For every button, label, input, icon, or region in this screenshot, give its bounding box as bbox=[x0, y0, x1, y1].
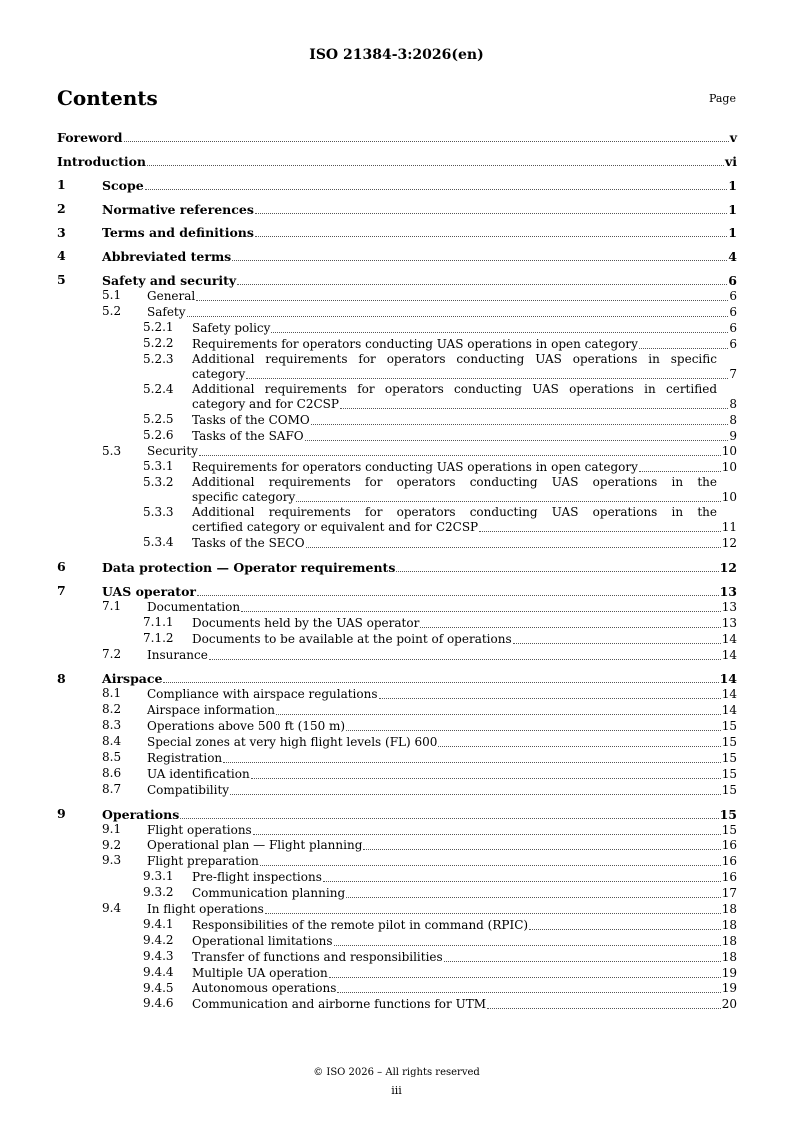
toc-entry-title: Terms and definitions bbox=[102, 225, 254, 241]
toc-entry-page: 18 bbox=[721, 917, 737, 932]
dot-leader bbox=[197, 595, 719, 596]
toc-entry-title: Documents to be available at the point of operations bbox=[192, 631, 512, 646]
dot-leader bbox=[199, 455, 721, 456]
toc-entry-number: 8.5 bbox=[102, 750, 122, 765]
toc-entry-title: Documents held by the UAS operator bbox=[192, 615, 420, 630]
toc-entry-title: Airspace information bbox=[147, 703, 275, 718]
toc-entry-number: 9.3.1 bbox=[143, 869, 174, 884]
toc-entry-title: Operational limitations bbox=[192, 933, 333, 948]
toc-entry-number: 5.1 bbox=[102, 288, 122, 303]
toc-entry[interactable] bbox=[57, 782, 737, 798]
toc-entry-title: category bbox=[192, 366, 246, 381]
dot-leader bbox=[237, 284, 727, 285]
toc-entry-title-line1: Additional requirements for operators conducting UAS operations in the bbox=[192, 505, 717, 520]
toc-entry[interactable] bbox=[57, 766, 737, 782]
dot-leader bbox=[246, 378, 728, 379]
toc-entry-title: Operational plan — Flight planning bbox=[147, 838, 363, 853]
toc-entry[interactable] bbox=[57, 505, 737, 535]
dot-leader bbox=[340, 408, 728, 409]
table-of-contents bbox=[57, 129, 737, 1012]
dot-leader bbox=[180, 818, 718, 819]
toc-entry[interactable] bbox=[57, 288, 737, 304]
toc-entry-number: 5.2.3 bbox=[143, 351, 174, 366]
toc-entry-page: 13 bbox=[721, 615, 737, 630]
toc-entry-number: 7.2 bbox=[102, 646, 122, 661]
dot-leader bbox=[271, 332, 728, 333]
toc-entry-number: 5.2.6 bbox=[143, 427, 174, 442]
dot-leader bbox=[265, 913, 721, 914]
contents-heading: Contents bbox=[57, 86, 158, 110]
dot-leader bbox=[163, 682, 718, 683]
document-id: ISO 21384-3:2026(en) bbox=[309, 47, 484, 63]
toc-entry[interactable] bbox=[57, 428, 737, 444]
toc-entry-title: Communication and airborne functions for UTM bbox=[192, 997, 486, 1012]
dot-leader bbox=[255, 213, 727, 214]
toc-entry-page: 19 bbox=[721, 965, 737, 980]
toc-entry[interactable] bbox=[57, 965, 737, 981]
dot-leader bbox=[639, 348, 728, 349]
page-number: iii bbox=[391, 1084, 402, 1097]
toc-entry-number: 5.3.1 bbox=[143, 459, 174, 474]
toc-entry-number: 5 bbox=[57, 272, 66, 288]
toc-entry-number: 5.3 bbox=[102, 443, 122, 458]
toc-entry-title: Pre-flight inspections bbox=[192, 870, 322, 885]
toc-entry-page: 15 bbox=[719, 806, 737, 822]
toc-entry[interactable] bbox=[57, 806, 737, 822]
toc-entry[interactable] bbox=[57, 933, 737, 949]
toc-entry-page: 12 bbox=[721, 536, 737, 551]
dot-leader bbox=[124, 141, 729, 142]
toc-entry[interactable] bbox=[57, 352, 737, 382]
toc-entry-page: 10 bbox=[721, 490, 737, 505]
toc-entry-title: Special zones at very high flight levels (FL) 600 bbox=[147, 735, 438, 750]
toc-entry-title: Foreword bbox=[57, 129, 123, 145]
toc-entry-number: 2 bbox=[57, 200, 66, 216]
toc-entry-number: 5.2.4 bbox=[143, 381, 174, 396]
toc-entry[interactable] bbox=[57, 822, 737, 838]
dot-leader bbox=[363, 849, 720, 850]
toc-entry-title: Safety and security bbox=[102, 273, 237, 289]
toc-entry-title: Introduction bbox=[57, 153, 147, 169]
toc-entry-title: Safety bbox=[147, 305, 186, 320]
toc-entry-page: 6 bbox=[729, 320, 737, 335]
toc-entry-number: 7 bbox=[57, 583, 66, 599]
toc-entry[interactable] bbox=[57, 336, 737, 352]
toc-entry-title: specific category bbox=[192, 490, 296, 505]
page-column-label: Page bbox=[708, 92, 736, 105]
dot-leader bbox=[251, 778, 721, 779]
toc-entry-title: Tasks of the SAFO bbox=[192, 428, 304, 443]
toc-entry-title: Flight operations bbox=[147, 822, 252, 837]
toc-entry[interactable] bbox=[57, 901, 737, 917]
dot-leader bbox=[296, 501, 720, 502]
toc-entry-number: 9.2 bbox=[102, 837, 122, 852]
toc-entry-page: 4 bbox=[728, 249, 737, 265]
toc-entry[interactable] bbox=[57, 412, 737, 428]
toc-entry[interactable] bbox=[57, 320, 737, 336]
toc-entry-page: 11 bbox=[721, 520, 737, 535]
toc-entry-number: 9.4.6 bbox=[143, 996, 174, 1011]
toc-entry-number: 8.1 bbox=[102, 686, 122, 701]
dot-leader bbox=[276, 714, 721, 715]
toc-entry-number: 5.2.2 bbox=[143, 335, 174, 350]
toc-entry-page: 6 bbox=[729, 305, 737, 320]
dot-leader bbox=[444, 961, 721, 962]
toc-entry-page: 9 bbox=[729, 428, 737, 443]
toc-entry-title: Tasks of the COMO bbox=[192, 412, 310, 427]
toc-entry-page: vi bbox=[724, 153, 737, 169]
toc-entry[interactable] bbox=[57, 615, 737, 631]
toc-entry-number: 8.4 bbox=[102, 734, 122, 749]
toc-entry[interactable] bbox=[57, 686, 737, 702]
toc-entry-page: 14 bbox=[721, 703, 737, 718]
toc-entry-page: 16 bbox=[721, 838, 737, 853]
toc-entry-title: Operations bbox=[102, 806, 180, 822]
toc-entry[interactable] bbox=[57, 475, 737, 505]
toc-entry-page: 15 bbox=[721, 822, 737, 837]
dot-leader bbox=[513, 643, 721, 644]
toc-entry-number: 3 bbox=[57, 224, 66, 240]
toc-entry-number: 5.2.1 bbox=[143, 320, 174, 335]
dot-leader bbox=[438, 746, 720, 747]
toc-entry-number: 8.2 bbox=[102, 702, 122, 717]
toc-entry-title: Requirements for operators conducting UAS operations in open category bbox=[192, 460, 638, 475]
toc-entry[interactable] bbox=[57, 153, 737, 169]
toc-entry-number: 5.3.2 bbox=[143, 475, 174, 490]
dot-leader bbox=[230, 794, 721, 795]
dot-leader bbox=[253, 834, 721, 835]
toc-entry-page: 12 bbox=[719, 560, 737, 576]
toc-entry-page: 15 bbox=[721, 719, 737, 734]
dot-leader bbox=[306, 547, 721, 548]
copyright-notice: © ISO 2026 – All rights reserved bbox=[313, 1067, 480, 1078]
toc-entry-title: Multiple UA operation bbox=[192, 965, 328, 980]
dot-leader bbox=[479, 531, 721, 532]
toc-entry-page: 18 bbox=[721, 949, 737, 964]
toc-entry-title: Transfer of functions and responsibilities bbox=[192, 949, 443, 964]
toc-entry-title-line1: Additional requirements for operators conducting UAS operations in the bbox=[192, 475, 717, 490]
toc-entry[interactable] bbox=[57, 981, 737, 997]
toc-entry[interactable] bbox=[57, 996, 737, 1012]
toc-entry[interactable] bbox=[57, 535, 737, 551]
toc-entry[interactable] bbox=[57, 382, 737, 412]
dot-leader bbox=[147, 165, 724, 166]
toc-entry-page: 1 bbox=[728, 201, 737, 217]
toc-entry[interactable] bbox=[57, 248, 737, 264]
toc-entry-page: 15 bbox=[721, 750, 737, 765]
toc-entry-title: Safety policy bbox=[192, 320, 271, 335]
toc-entry-number: 1 bbox=[57, 176, 66, 192]
toc-entry-title-line1: Additional requirements for operators conducting UAS operations in specific bbox=[192, 351, 717, 366]
toc-entry-number: 9.3.2 bbox=[143, 885, 174, 900]
toc-entry-number: 6 bbox=[57, 559, 66, 575]
toc-entry-title-line1: Additional requirements for operators conducting UAS operations in certified bbox=[192, 381, 717, 396]
toc-entry-page: 6 bbox=[729, 289, 737, 304]
toc-entry-number: 9.4.3 bbox=[143, 948, 174, 963]
toc-entry-page: 6 bbox=[729, 336, 737, 351]
toc-entry[interactable] bbox=[57, 225, 737, 241]
toc-entry-number: 9 bbox=[57, 805, 66, 821]
toc-entry[interactable] bbox=[57, 631, 737, 647]
toc-entry-title: Responsibilities of the remote pilot in command (RPIC) bbox=[192, 917, 529, 932]
toc-entry[interactable] bbox=[57, 583, 737, 599]
toc-entry-title: certified category or equivalent and for C2CSP bbox=[192, 520, 479, 535]
toc-entry-page: 8 bbox=[729, 412, 737, 427]
toc-entry-page: 18 bbox=[721, 901, 737, 916]
toc-entry-page: 10 bbox=[721, 444, 737, 459]
toc-entry-page: 15 bbox=[721, 766, 737, 781]
dot-leader bbox=[396, 571, 718, 572]
toc-entry-number: 5.2.5 bbox=[143, 411, 174, 426]
toc-entry[interactable] bbox=[57, 718, 737, 734]
toc-entry-number: 9.4 bbox=[102, 901, 122, 916]
toc-entry-title: Compatibility bbox=[147, 782, 230, 797]
toc-entry-number: 8 bbox=[57, 670, 66, 686]
toc-entry-page: 14 bbox=[721, 647, 737, 662]
toc-entry-number: 9.4.4 bbox=[143, 964, 174, 979]
toc-entry-page: 16 bbox=[721, 854, 737, 869]
dot-leader bbox=[420, 627, 720, 628]
toc-entry-number: 8.3 bbox=[102, 718, 122, 733]
toc-entry-title: Data protection — Operator requirements bbox=[102, 560, 396, 576]
toc-entry-page: 8 bbox=[729, 396, 737, 411]
toc-entry-title: Tasks of the SECO bbox=[192, 536, 305, 551]
dot-leader bbox=[329, 977, 721, 978]
toc-entry-page: 14 bbox=[719, 671, 737, 687]
dot-leader bbox=[209, 659, 721, 660]
toc-entry-title: Operations above 500 ft (150 m) bbox=[147, 719, 346, 734]
toc-entry-page: 13 bbox=[719, 584, 737, 600]
dot-leader bbox=[639, 471, 721, 472]
dot-leader bbox=[305, 440, 729, 441]
toc-entry-title: Communication planning bbox=[192, 886, 346, 901]
toc-entry[interactable] bbox=[57, 917, 737, 933]
toc-entry[interactable] bbox=[57, 702, 737, 718]
dot-leader bbox=[145, 189, 728, 190]
toc-entry-title: Normative references bbox=[102, 201, 254, 217]
dot-leader bbox=[260, 865, 721, 866]
dot-leader bbox=[487, 1008, 721, 1009]
toc-entry[interactable] bbox=[57, 949, 737, 965]
toc-entry-number: 9.3 bbox=[102, 853, 122, 868]
toc-entry-page: 14 bbox=[721, 687, 737, 702]
dot-leader bbox=[187, 316, 729, 317]
toc-entry[interactable] bbox=[57, 177, 737, 193]
toc-entry-page: v bbox=[729, 129, 737, 145]
toc-entry-title: category and for C2CSP bbox=[192, 396, 339, 411]
toc-entry[interactable] bbox=[57, 853, 737, 869]
dot-leader bbox=[232, 260, 727, 261]
toc-entry-title: Airspace bbox=[102, 671, 163, 687]
toc-entry-page: 16 bbox=[721, 870, 737, 885]
toc-entry-title: UAS operator bbox=[102, 584, 197, 600]
dot-leader bbox=[346, 730, 721, 731]
dot-leader bbox=[379, 698, 721, 699]
toc-entry-title: Insurance bbox=[147, 647, 208, 662]
toc-entry[interactable] bbox=[57, 734, 737, 750]
toc-entry[interactable] bbox=[57, 444, 737, 460]
toc-entry[interactable] bbox=[57, 750, 737, 766]
dot-leader bbox=[323, 881, 721, 882]
toc-entry-number: 8.6 bbox=[102, 765, 122, 780]
toc-entry-title: Autonomous operations bbox=[192, 981, 337, 996]
toc-entry[interactable] bbox=[57, 869, 737, 885]
dot-leader bbox=[311, 424, 729, 425]
dot-leader bbox=[196, 300, 728, 301]
dot-leader bbox=[346, 897, 721, 898]
toc-entry[interactable] bbox=[57, 671, 737, 687]
dot-leader bbox=[529, 929, 721, 930]
toc-entry-page: 15 bbox=[721, 735, 737, 750]
toc-entry[interactable] bbox=[57, 885, 737, 901]
toc-entry[interactable] bbox=[57, 647, 737, 663]
toc-entry-page: 14 bbox=[721, 631, 737, 646]
toc-entry[interactable] bbox=[57, 599, 737, 615]
toc-entry-title: Abbreviated terms bbox=[102, 249, 232, 265]
toc-entry-page: 18 bbox=[721, 933, 737, 948]
toc-entry-page: 1 bbox=[728, 225, 737, 241]
toc-entry-page: 1 bbox=[728, 177, 737, 193]
toc-entry-page: 10 bbox=[721, 460, 737, 475]
toc-entry-title: Compliance with airspace regulations bbox=[147, 687, 378, 702]
toc-entry[interactable] bbox=[57, 272, 737, 288]
toc-entry-title: Documentation bbox=[147, 599, 241, 614]
toc-entry-title: Flight preparation bbox=[147, 854, 259, 869]
toc-entry[interactable] bbox=[57, 559, 737, 575]
toc-entry[interactable] bbox=[57, 838, 737, 854]
toc-entry-page: 17 bbox=[721, 886, 737, 901]
toc-entry-number: 4 bbox=[57, 248, 66, 264]
toc-entry-title: UA identification bbox=[147, 766, 250, 781]
toc-entry-title: Scope bbox=[102, 177, 144, 193]
toc-entry-page: 20 bbox=[721, 997, 737, 1012]
toc-entry-number: 5.3.3 bbox=[143, 505, 174, 520]
toc-entry-number: 5.3.4 bbox=[143, 535, 174, 550]
toc-entry-number: 8.7 bbox=[102, 781, 122, 796]
toc-entry-page: 19 bbox=[721, 981, 737, 996]
toc-entry[interactable] bbox=[57, 201, 737, 217]
toc-entry-number: 9.1 bbox=[102, 821, 122, 836]
dot-leader bbox=[334, 945, 721, 946]
toc-entry-number: 7.1.2 bbox=[143, 630, 174, 645]
toc-entry-number: 5.2 bbox=[102, 304, 122, 319]
dot-leader bbox=[223, 762, 721, 763]
toc-entry[interactable] bbox=[57, 129, 737, 145]
toc-entry-title: In flight operations bbox=[147, 901, 264, 916]
toc-entry[interactable] bbox=[57, 459, 737, 475]
toc-entry-number: 7.1 bbox=[102, 599, 122, 614]
toc-entry-title: Registration bbox=[147, 750, 223, 765]
toc-entry-number: 9.4.5 bbox=[143, 980, 174, 995]
toc-entry-page: 15 bbox=[721, 782, 737, 797]
toc-entry-title: Requirements for operators conducting UAS operations in open category bbox=[192, 336, 638, 351]
toc-entry-page: 6 bbox=[728, 273, 737, 289]
dot-leader bbox=[241, 611, 721, 612]
toc-entry-number: 9.4.1 bbox=[143, 916, 174, 931]
dot-leader bbox=[337, 992, 720, 993]
toc-entry-page: 7 bbox=[729, 366, 737, 381]
toc-entry-page: 13 bbox=[721, 599, 737, 614]
toc-entry-title: General bbox=[147, 289, 196, 304]
dot-leader bbox=[255, 236, 727, 237]
toc-entry-number: 9.4.2 bbox=[143, 932, 174, 947]
toc-entry[interactable] bbox=[57, 304, 737, 320]
toc-entry-number: 7.1.1 bbox=[143, 614, 174, 629]
toc-entry-title: Security bbox=[147, 444, 198, 459]
